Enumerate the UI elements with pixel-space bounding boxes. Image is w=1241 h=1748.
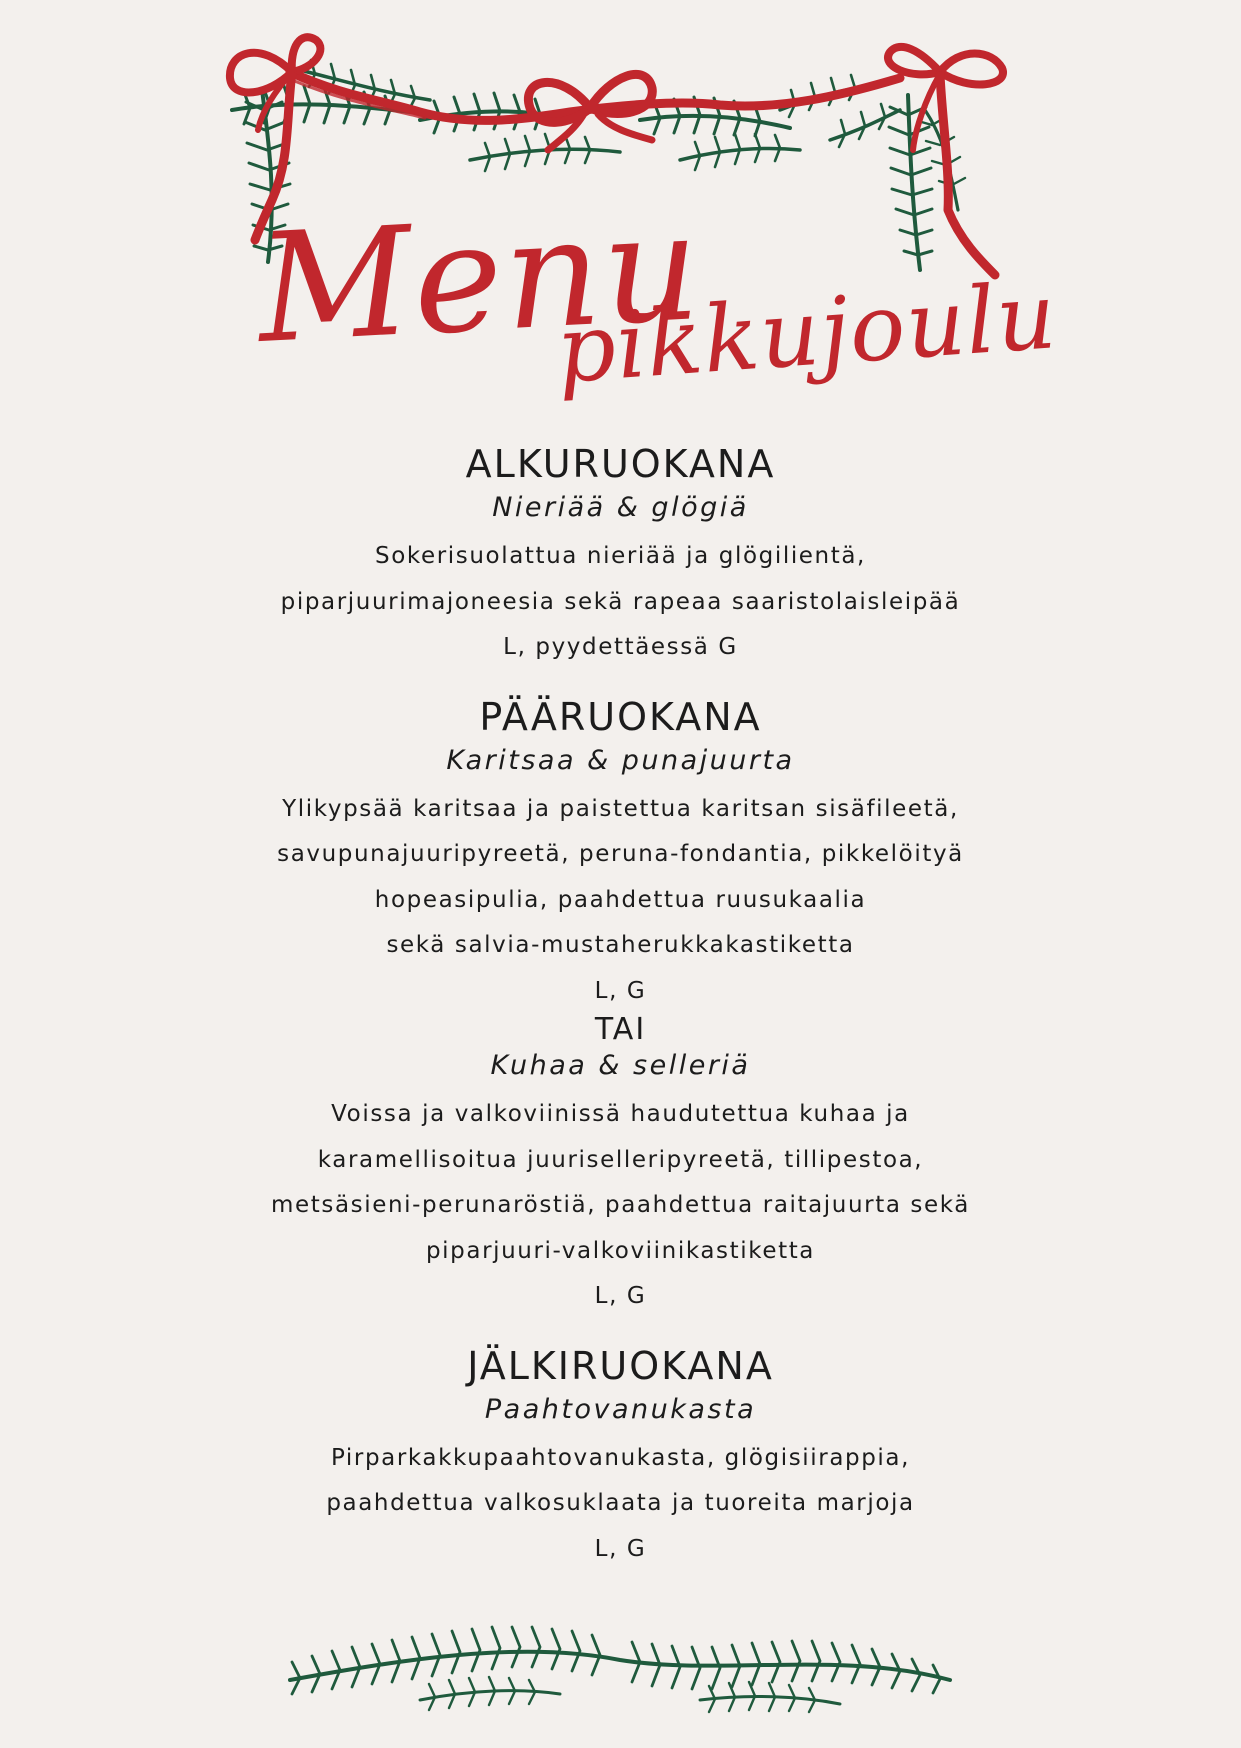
pine-garland-bottom <box>290 1627 950 1712</box>
dish-description-line: piparjuuri-valkoviinikastiketta <box>425 1237 816 1264</box>
dish-description-line: Ylikypsää karitsaa ja paistettua karitsan sisäfileetä, <box>282 795 959 822</box>
menu-title: Menu <box>253 180 706 377</box>
dish-name: Nieriää & glögiä <box>492 492 749 523</box>
dish-description-line: Voissa ja valkoviinissä haudutettua kuhaa ja <box>331 1101 910 1127</box>
dish-description-line: sekä salvia-mustaherukkakastiketta <box>386 932 855 958</box>
diet-info: L, G <box>594 1535 647 1562</box>
course-dessert <box>0 1342 1241 1573</box>
menu-content <box>0 440 1241 1572</box>
dish-description-line: hopeasipulia, paahdettua ruusukaalia <box>374 886 867 913</box>
diet-info: L, pyydettäessä G <box>503 634 738 660</box>
dish-name: Kuhaa & selleriä <box>490 1050 751 1081</box>
dish-description-line: karamellisoitua juuriselleripyreetä, tillipestoa, <box>317 1146 924 1173</box>
diet-info: L, G <box>594 977 647 1004</box>
dish-description-line: metsäsieni-perunaröstiä, paahdettua raitajuurta sekä <box>271 1192 970 1218</box>
dish-name: Karitsaa & punajuurta <box>446 744 795 776</box>
dish-description-line: piparjuurimajoneesia sekä rapeaa saaristolaisleipää <box>280 588 961 615</box>
course-starter <box>0 440 1241 671</box>
diet-info: L, G <box>594 1283 647 1309</box>
or-separator: TAI <box>594 1012 647 1047</box>
course-heading: JÄLKIRUOKANA <box>467 1343 774 1388</box>
dish-description-line: Pirparkakkupaahtovanukasta, glögisiirappia, <box>330 1444 911 1471</box>
course-heading: ALKURUOKANA <box>465 442 776 486</box>
dish-description-line: Sokerisuolattua nieriää ja glögilientä, <box>375 543 866 569</box>
course-heading: PÄÄRUOKANA <box>479 694 762 739</box>
dish-name: Paahtovanukasta <box>484 1393 757 1425</box>
menu-subtitle: pikkujoulu <box>553 262 1061 404</box>
dish-description-line: savupunajuuripyreetä, peruna-fondantia, pikkelöityä <box>277 841 964 867</box>
dish-description-line: paahdettua valkosuklaata ja tuoreita marjoja <box>326 1490 915 1516</box>
course-main <box>0 693 1241 1320</box>
